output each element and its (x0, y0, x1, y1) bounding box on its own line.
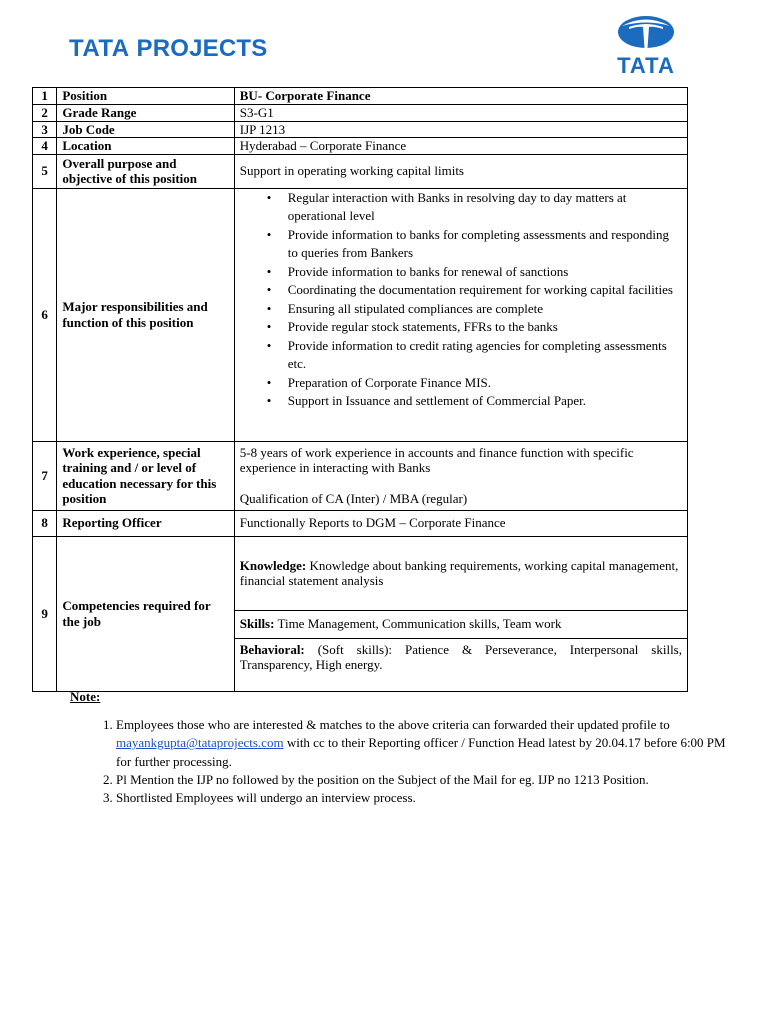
row-label: Overall purpose and objective of this position (57, 154, 234, 188)
row-number: 8 (33, 510, 57, 536)
table-row (33, 138, 688, 155)
tata-logo (604, 15, 688, 77)
row-number: 3 (33, 121, 57, 138)
logo-left-bold: TATA (69, 35, 130, 62)
behavioral-cell (234, 638, 687, 691)
job-description-table (32, 87, 688, 692)
list-item: • Provide information to banks for renewal of sanctions (288, 263, 682, 282)
table-row (33, 154, 688, 188)
tata-emblem-icon (616, 15, 676, 51)
row-label: Job Code (57, 121, 234, 138)
tata-projects-logo (69, 34, 267, 64)
responsibilities-cell (234, 188, 687, 441)
note-1-text: Employees those who are interested & matches to the above criteria can forwarded their updated profile to (116, 717, 670, 732)
row-label: Work experience, special training and / or level of education necessary for this position (57, 441, 234, 510)
knowledge-label: Knowledge: (239, 557, 307, 573)
row-value: Hyderabad – Corporate Finance (234, 138, 687, 155)
responsibilities-list (240, 189, 682, 411)
knowledge-cell (234, 536, 687, 610)
row-value: Support in operating working capital limits (234, 154, 687, 188)
row-label: Grade Range (57, 105, 234, 122)
note-title: Note: (70, 689, 101, 704)
list-item: • Support in Issuance and settlement of Commercial Paper. (288, 392, 682, 411)
row-number: 6 (33, 188, 57, 441)
list-item: • Regular interaction with Banks in resolving day to day matters at operational level (288, 189, 682, 226)
row-value: S3-G1 (234, 105, 687, 122)
table-row (33, 536, 688, 610)
row-label: Competencies required for the job (57, 536, 234, 691)
knowledge-text: Knowledge about banking requirements, working capital management, financial statement analysis (239, 557, 679, 588)
row-value: BU- Corporate Finance (234, 88, 687, 105)
logo-left-rest: PROJECTS (129, 35, 268, 62)
behavioral-text: (Soft skills): Patience & Perseverance, Interpersonal skills, Transparency, High energy. (239, 641, 682, 672)
qualification-text: Qualification of CA (Inter) / MBA (regular) (239, 490, 468, 506)
row-value: IJP 1213 (234, 121, 687, 138)
row-label: Location (57, 138, 234, 155)
notes-list (92, 716, 731, 807)
list-item: • Provide regular stock statements, FFRs to the banks (288, 318, 682, 337)
row-label: Position (57, 88, 234, 105)
row-number: 1 (33, 88, 57, 105)
list-item (116, 716, 731, 771)
skills-cell (234, 610, 687, 638)
table-row (33, 105, 688, 122)
row-number: 4 (33, 138, 57, 155)
email-link[interactable]: mayankgupta@tataprojects.com (116, 735, 284, 751)
row-label: Major responsibilities and function of this position (57, 188, 234, 441)
list-item: • Preparation of Corporate Finance MIS. (288, 374, 682, 393)
list-item: 2. Pl Mention the IJP no followed by the position on the Subject of the Mail for eg. IJP no 1213 Position. (116, 771, 731, 789)
row-number: 2 (33, 105, 57, 122)
list-item: • Coordinating the documentation requirement for working capital facilities (288, 281, 682, 300)
logo-right-word: TATA (617, 53, 675, 78)
list-item: • Ensuring all stipulated compliances are complete (288, 300, 682, 319)
row-number: 7 (33, 441, 57, 510)
table-row (33, 441, 688, 510)
behavioral-label: Behavioral: (239, 641, 305, 657)
table-row (33, 121, 688, 138)
row-value: Functionally Reports to DGM – Corporate Finance (234, 510, 687, 536)
list-item: • Provide information to banks for completing assessments and responding to queries from Bankers (288, 226, 682, 263)
list-item: 3. Shortlisted Employees will undergo an interview process. (116, 789, 731, 807)
table-row (33, 510, 688, 536)
skills-label: Skills: (239, 616, 275, 632)
row-number: 9 (33, 536, 57, 691)
row-number: 5 (33, 154, 57, 188)
row-value (234, 441, 687, 510)
experience-text: 5-8 years of work experience in accounts and finance function with specific experience in interacting with Banks (239, 444, 634, 476)
skills-text: Time Management, Communication skills, Team work (274, 616, 562, 632)
row-label: Reporting Officer (57, 510, 234, 536)
table-row (33, 88, 688, 105)
table-row (33, 188, 688, 441)
list-item: • Provide information to credit rating agencies for completing assessments etc. (288, 337, 682, 374)
note-1-text-cont: with cc to their Reporting officer / Function Head latest by 20.04.17 before 6:00 PM for further processing. (116, 735, 726, 769)
